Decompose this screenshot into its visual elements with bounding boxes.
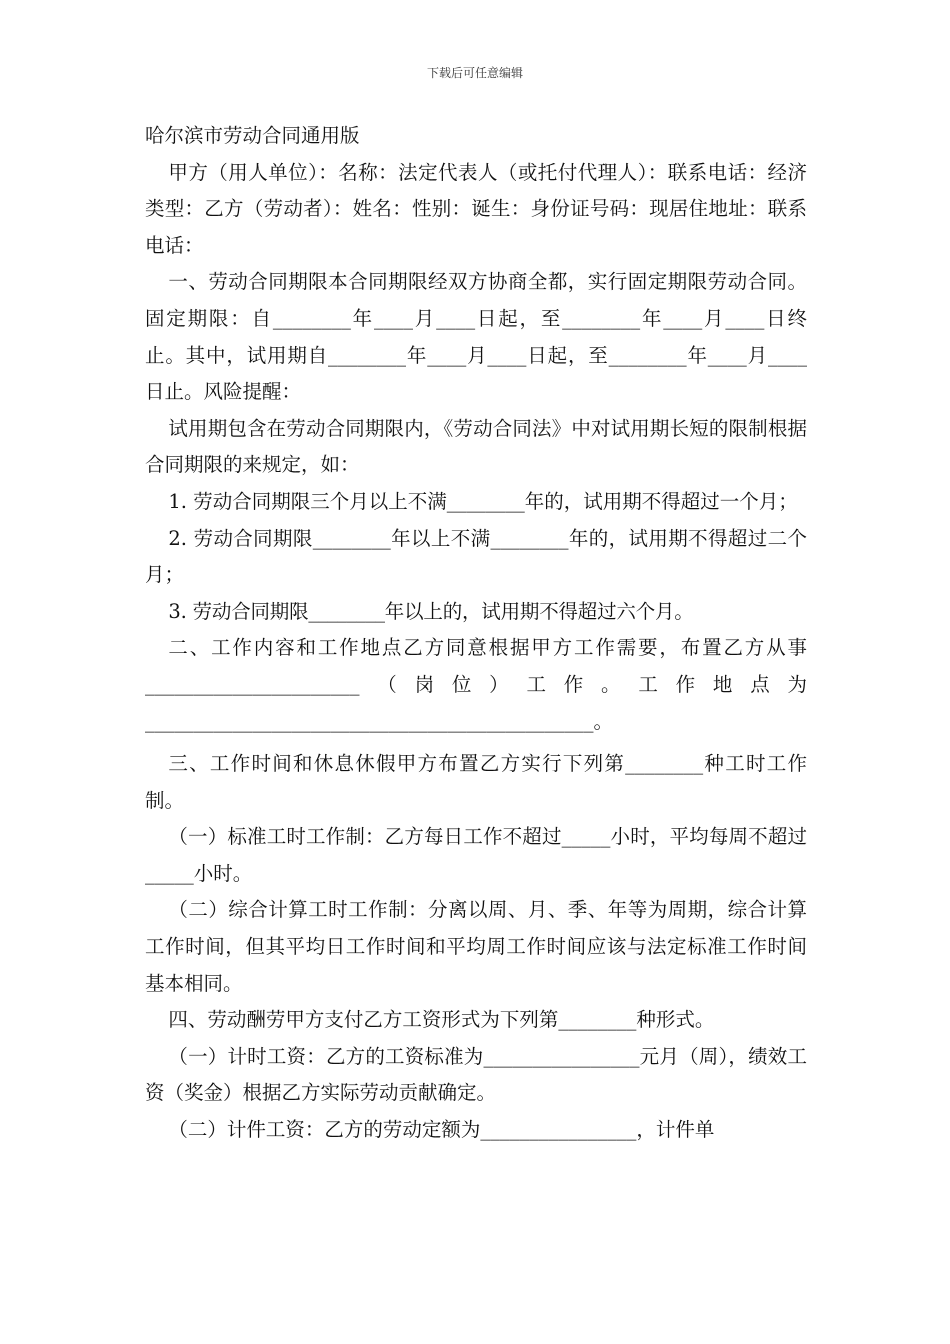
section-4-piece-wage: （二）计件工资：乙方的劳动定额为________________，计件单 (168, 1118, 715, 1142)
probation-rule-2: 2. 劳动合同期限________年以上不满________年的，试用期不得超过二个月； (145, 526, 807, 587)
document-body (145, 118, 807, 1149)
document-title: 哈尔滨市劳动合同通用版 (145, 124, 360, 147)
probation-rule-1: 1. 劳动合同期限三个月以上不满________年的，试用期不得超过一个月； (168, 489, 798, 513)
probation-rule-3: 3. 劳动合同期限________年以上的，试用期不得超过六个月。 (168, 599, 694, 623)
section-3-standard-hours: （一）标准工时工作制：乙方每日工作不超过_____小时，平均每周不超过_____小时。 (145, 825, 807, 885)
section-1-term: 一、劳动合同期限本合同期限经双方协商全都，实行固定期限劳动合同。固定期限：自________年____月____日起，至________年____月____日终止。其中，试用期自________年____月____日起，至________年____月____日止。风险提醒： (145, 270, 807, 404)
section-3-hours: 三、工作时间和休息休假甲方布置乙方实行下列第________种工时工作制。 (145, 752, 807, 812)
section-4-time-wage: （一）计时工资：乙方的工资标准为________________元月（周），绩效工资（奖金）根据乙方实际劳动贡献确定。 (145, 1044, 807, 1105)
parties-paragraph: 甲方（用人单位）：名称：法定代表人（或托付代理人）：联系电话：经济类型：乙方（劳动者）：姓名：性别：诞生：身份证号码：现居住地址：联系电话： (145, 160, 807, 257)
section-3-comprehensive-hours: （二）综合计算工时工作制：分离以周、月、季、年等为周期，综合计算工作时间，但其平均日工作时间和平均周工作时间应该与法定标准工作时间基本相同。 (145, 898, 807, 995)
section-1-probation-note: 试用期包含在劳动合同期限内，《劳动合同法》中对试用期长短的限制根据合同期限的来规定，如： (145, 416, 807, 477)
page-header-note: 下载后可任意编辑 (426, 66, 523, 80)
section-4-pay: 四、劳动酬劳甲方支付乙方工资形式为下列第________种形式。 (168, 1008, 715, 1032)
section-2-work: 二、工作内容和工作地点乙方同意根据甲方工作需要，布置乙方从事______________________（岗位）工作。工作地点为______________________________________________。 (145, 636, 807, 733)
